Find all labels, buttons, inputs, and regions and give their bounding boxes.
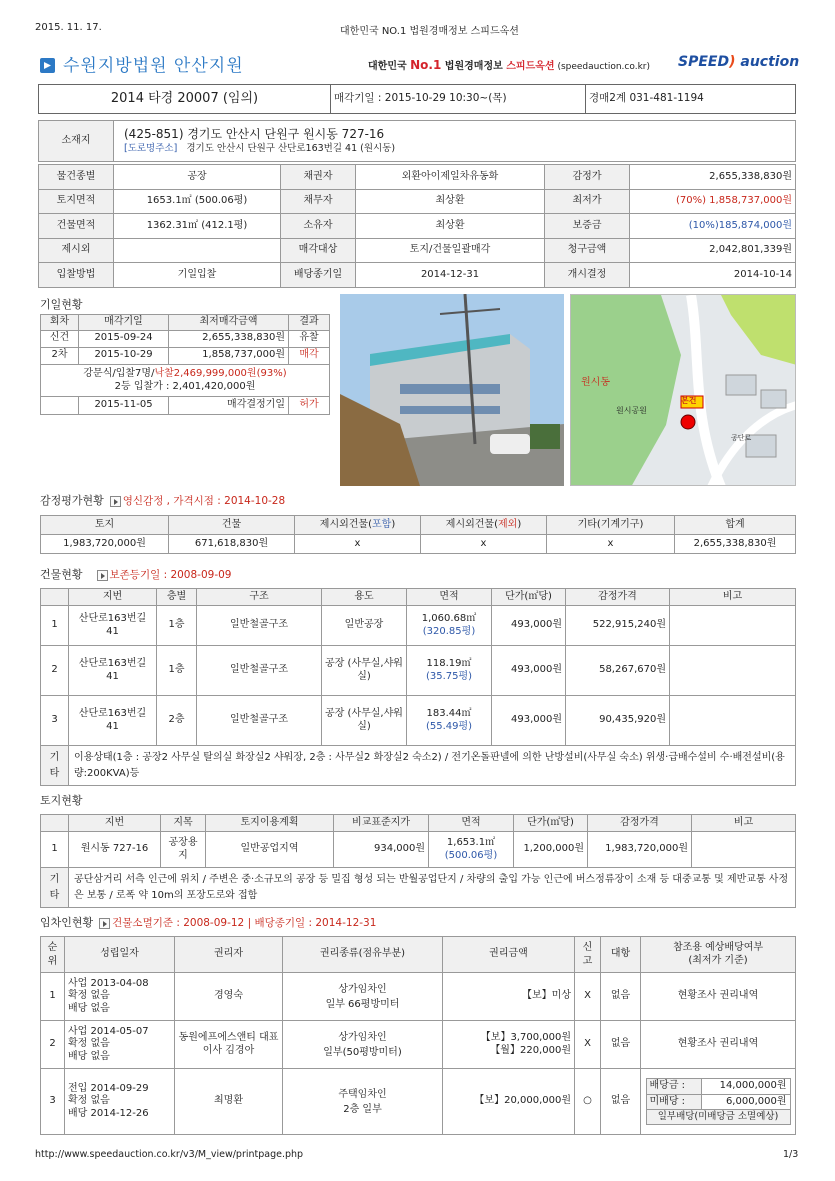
address-line1: (425-851) 경기도 안산시 단원구 원시동 727-16 (124, 127, 385, 142)
tenant-header-rank: 순 위 (41, 937, 65, 973)
address-table (38, 120, 796, 162)
brand-slogan: 대한민국 No.1 법원경매정보 스피드옥션 (speedauction.co.kr) (368, 58, 650, 72)
summary-row (39, 238, 796, 263)
address-line2: 경기도 안산시 단원구 산단로163번길 41 (원시동) (186, 143, 396, 155)
road-address-tag[interactable]: [도로명주소] (124, 143, 178, 155)
land-title: 토지현황 (40, 794, 83, 807)
summary-value: 최상환 (356, 214, 545, 239)
land-table: 지번 지목 토지이용계획 비교표준지가 면적 단가(㎡당) 감정가격 비고 1 원시동 727-16 공장용지 일반공업지역 934,000원 1,653.1㎡ (500.06평) 1,200,000원 1,983,720,000원 기 타 공단삼거리 서측 인근에 위치 / 주변은 중·소규모의 공장 등 밀집 형성 되는 반월공업단지 / 차량의 출입 가능 인근에 버스정류장이 소재 등 대중교통 및 제반교통 사정은 보통 / 로폭 약 10m의 포장도로와 접함 (40, 814, 796, 908)
tenants-table: 순 위 성립일자 권리자 권리종류(점유부분) 권리금액 신 고 대항 참조용 예상배당여부 (최저가 기준) 1 사업 2013-04-08 확정 없음 배당 없음 경영숙 상가임차인 일부 66평방미터 【보】미상 X 없음 현황조사 권리내역 2 사업 2014-05-07 확정 없음 배당 없음 동원에프에스앤티 대표이사 김경아 상가임차인 일부(50평방미터) 【보】3,700,000원 【월】220,000원 X 없음 현황조사 권리내역 3 전입 2014-09-29 확정 없음 배당 2014-12-26 최명환 주택임차인 2층 일부 【보】20,000,000원 ○ 없음 배당금 : 14,000,000원 미배당 : 6,000,000원 일부배당(미배당금 소멸예상) (40, 936, 796, 1135)
table-row: 신건 2015-09-24 2,655,338,830원 유찰 (41, 330, 330, 347)
hist-header-date: 매각기일 (79, 315, 169, 331)
play-icon[interactable] (97, 570, 108, 581)
table-row: 2차 2015-10-29 1,858,737,000원 매각 (41, 347, 330, 364)
court-title-bar (38, 50, 798, 78)
building-photo[interactable] (340, 294, 564, 486)
case-header (38, 84, 796, 114)
map-park-label: 원시공원 (616, 406, 647, 415)
summary-label: 토지면적 (39, 189, 114, 214)
map-place-label: 원시동 (581, 377, 610, 388)
land-etc-text: 공단삼거리 서측 인근에 위치 / 주변은 중·소규모의 공장 등 밀집 형성 되는 반월공업단지 / 차량의 출입 가능 인근에 버스정류장이 소재 등 대중교통 및 제반교통 사정은 보통 / 로폭 약 10m의 포장도로와 접함 (69, 868, 796, 908)
play-icon[interactable] (110, 496, 121, 507)
summary-value: 기일입찰 (114, 263, 281, 288)
dividend-cell: 배당금 : 14,000,000원 미배당 : 6,000,000원 일부배당(미배당금 소멸예상) (641, 1069, 796, 1135)
summary-value: 2014-12-31 (356, 263, 545, 288)
tenants-title: 임차인현황 건물소멸기준 : 2008-09-12 | 배당종기일 : 2014-12-31 (40, 916, 377, 929)
summary-label: 감정가 (545, 165, 630, 190)
tenants-sub: 건물소멸기준 : 2008-09-12 | 배당종기일 : 2014-12-31 (112, 917, 377, 929)
summary-label: 최저가 (545, 189, 630, 214)
appraisal-table: 토지 건물 제시외건물(포함) 제시외건물(제외) 기타(기계기구) 합계 1,983,720,000원 671,618,830원 x x x 2,655,338,830원 (40, 515, 796, 554)
summary-value: 2,042,801,339원 (630, 238, 796, 263)
print-date: 2015. 11. 17. (35, 22, 102, 33)
summary-label: 매각대상 (281, 238, 356, 263)
summary-row (39, 214, 796, 239)
buildings-title: 건물현황 보존등기일 : 2008-09-09 (40, 568, 232, 581)
summary-value: 최상환 (356, 189, 545, 214)
land-etc-label: 기 타 (41, 868, 69, 908)
summary-label: 보증금 (545, 214, 630, 239)
hist-header-min: 최저매각금액 (169, 315, 289, 331)
table-row: 2 산단로163번길 41 1층 일반철골구조 공장 (사무실,샤워실) 118.19㎡ (35.75평) 493,000원 58,267,670원 (41, 646, 796, 696)
auction-history-title: 기일현황 (40, 298, 83, 311)
winner-info: 강문식/입찰7명/낙찰2,469,999,000원(93%) 2등 입찰가 : 2,401,420,000원 (41, 364, 330, 396)
summary-value: (70%) 1,858,737,000원 (630, 189, 796, 214)
table-row: 1 사업 2013-04-08 확정 없음 배당 없음 경영숙 상가임차인 일부 66평방미터 【보】미상 X 없음 현황조사 권리내역 (41, 973, 796, 1021)
summary-label: 배당종기일 (281, 263, 356, 288)
footer-page: 1/3 (783, 1149, 799, 1160)
summary-row (39, 189, 796, 214)
summary-label: 청구금액 (545, 238, 630, 263)
table-row: 2 사업 2014-05-07 확정 없음 배당 없음 동원에프에스앤티 대표이사 김경아 상가임차인 일부(50평방미터) 【보】3,700,000원 【월】220,000원 X 없음 현황조사 권리내역 (41, 1021, 796, 1069)
appraisal-sub: 영신감정 , 가격시점 : 2014-10-28 (122, 495, 286, 507)
buildings-table: 지번 층별 구조 용도 면적 단가(㎡당) 감정가격 비고 1 산단로163번길 41 1층 일반철골구조 일반공장 1,060.68㎡ (320.85평) 493,000원 522,915,240원 2 산단로163번길 41 1층 일반철골구조 공장 (사무실,샤워실) 118.19㎡ (35.75평) 493,000원 58,267,670원 3 산단로163번길 41 2층 일반철골구조 공장 (사무실,샤워실) 183.44㎡ (55.49평) 493,000원 90,435,920원 기 타 이용상태(1층 : 공장2 사무실 탈의실 화장실2 샤워장, 2층 : 사무실2 화장실2 숙소2) / 전기온돌판넬에 의한 난방설비(사무실 숙소) 위생·급배수설비 수·배전설비(용량:200KVA)등 (40, 588, 796, 786)
summary-value: 2014-10-14 (630, 263, 796, 288)
summary-label: 채무자 (281, 189, 356, 214)
summary-label: 소유자 (281, 214, 356, 239)
table-row: 1 원시동 727-16 공장용지 일반공업지역 934,000원 1,653.1㎡ (500.06평) 1,200,000원 1,983,720,000원 (41, 832, 796, 868)
summary-value (114, 238, 281, 263)
map-road-label: 공단로 (731, 434, 752, 442)
summary-label: 제시외 (39, 238, 114, 263)
tenant-header-report: 신 고 (575, 937, 601, 973)
summary-label: 물건종별 (39, 165, 114, 190)
summary-value: 1362.31㎡ (412.1평) (114, 214, 281, 239)
summary-value: 2,655,338,830원 (630, 165, 796, 190)
summary-value: 외환아이제일차유동화 (356, 165, 545, 190)
summary-value: (10%)185,874,000원 (630, 214, 796, 239)
appraisal-title: 감정평가현황 영신감정 , 가격시점 : 2014-10-28 (40, 494, 286, 507)
summary-label: 개시결정 (545, 263, 630, 288)
winning-bid: 낙찰2,469,999,000원(93%) (154, 367, 287, 379)
hist-header-round: 회차 (41, 315, 79, 331)
buildings-sub: 보존등기일 : 2008-09-09 (109, 569, 232, 581)
summary-label: 건물면적 (39, 214, 114, 239)
summary-row (39, 165, 796, 190)
footer-url[interactable]: http://www.speedauction.co.kr/v3/M_view/printpage.php (35, 1149, 304, 1160)
summary-value: 공장 (114, 165, 281, 190)
buildings-etc-label: 기 타 (41, 746, 69, 786)
table-row: 3 산단로163번길 41 2층 일반철골구조 공장 (사무실,샤워실) 183.44㎡ (55.49평) 493,000원 90,435,920원 (41, 696, 796, 746)
court-name: 수원지방법원 안산지원 (63, 56, 244, 76)
second-bid: 2등 입찰가 : 2,401,420,000원 (114, 381, 256, 392)
hist-header-result: 결과 (289, 315, 330, 331)
arrow-icon (40, 58, 55, 73)
table-row: 1 산단로163번길 41 1층 일반철골구조 일반공장 1,060.68㎡ (320.85평) 493,000원 522,915,240원 (41, 606, 796, 646)
buildings-etc-text: 이용상태(1층 : 공장2 사무실 탈의실 화장실2 샤워장, 2층 : 사무실2 화장실2 숙소2) / 전기온돌판넬에 의한 난방설비(사무실 숙소) 위생·급배수설비 수·배전설비(용량:200KVA)등 (69, 746, 796, 786)
dept-phone: 경매2계 031-481-1194 (586, 85, 796, 114)
sale-date: 매각기일 : 2015-10-29 10:30~(목) (331, 85, 586, 114)
summary-label: 입찰방법 (39, 263, 114, 288)
table-row: 3 전입 2014-09-29 확정 없음 배당 2014-12-26 최명환 주택임차인 2층 일부 【보】20,000,000원 ○ 없음 배당금 : 14,000,000원 미배당 : 6,000,000원 일부배당(미배당금 소멸예상) (41, 1069, 796, 1135)
speedauction-logo: SPEED) auction (678, 54, 800, 70)
auction-history-table: 회차 매각기일 최저매각금액 결과 신건 2015-09-24 2,655,338,830원 유찰 2차 2015-10-29 1,858,737,000원 매각 강문식/입찰7명/낙찰2,469,999,000원(93%) 2등 입찰가 : 2,401,420,000원 2015-11-05 매각결정기일 허가 (40, 314, 330, 415)
summary-row (39, 263, 796, 288)
print-page-title: 대한민국 NO.1 법원경매정보 스피드옥션 (340, 26, 519, 37)
location-map[interactable] (570, 294, 796, 486)
case-number: 2014 타경 20007 (임의) (39, 85, 331, 114)
summary-value: 토지/건물일괄매각 (356, 238, 545, 263)
map-marker-label: 본건 (681, 396, 697, 405)
summary-label: 채권자 (281, 165, 356, 190)
table-row: 1,983,720,000원 671,618,830원 x x x 2,655,338,830원 (41, 535, 796, 554)
address-label: 소재지 (39, 121, 114, 162)
summary-value: 1653.1㎡ (500.06평) (114, 189, 281, 214)
play-icon[interactable] (99, 918, 110, 929)
summary-table (38, 164, 796, 288)
